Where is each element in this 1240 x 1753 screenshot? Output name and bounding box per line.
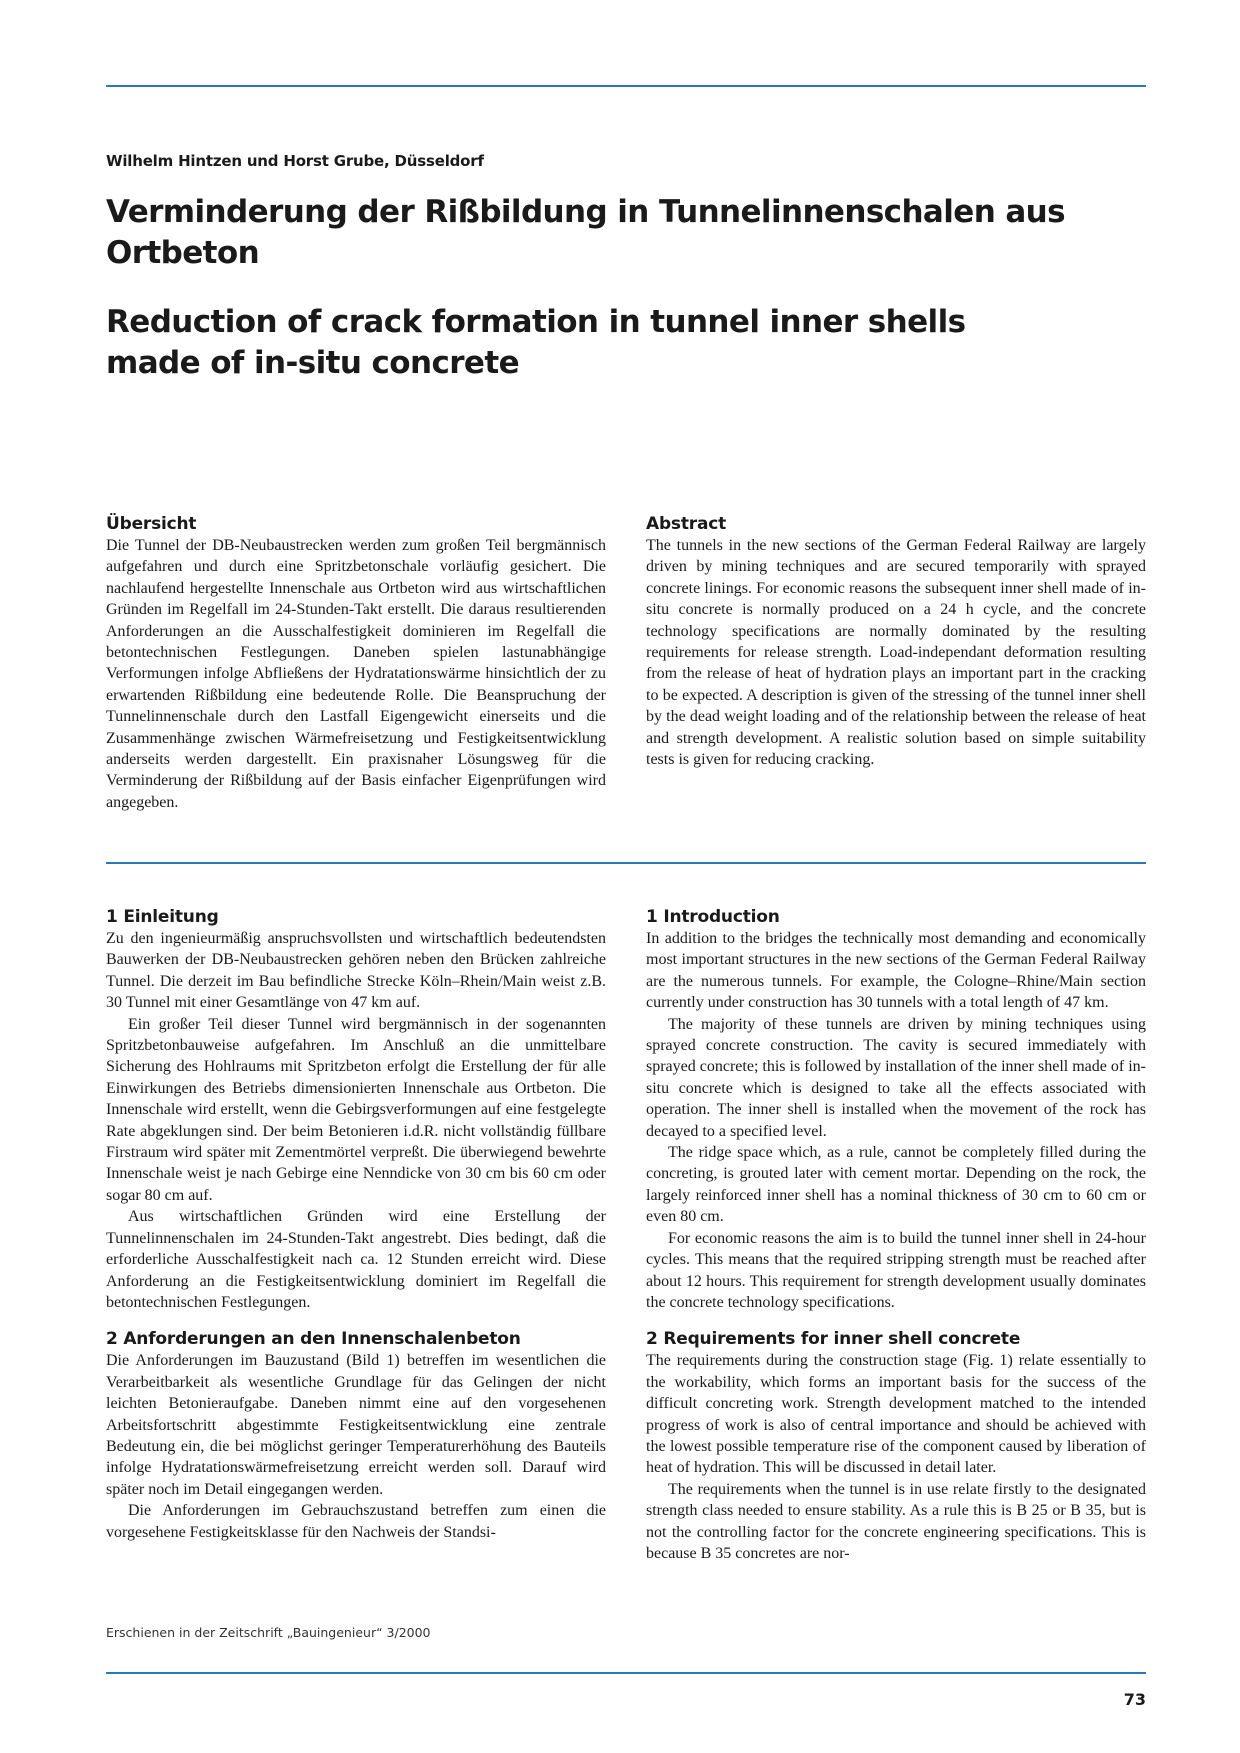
paragraph: The ridge space which, as a rule, cannot be completely filled during the concreting, is grouted later with cement mortar. Depending on the rock, the largely reinforced inner shell has a nominal thickness of 30 cm to 60 cm or even 80 cm.: [646, 1144, 1146, 1226]
abstract-english: [646, 514, 1146, 770]
paragraph: The requirements when the tunnel is in use relate firstly to the designated strength class needed to ensure stability. As a rule this is B 25 or B 35, but is not the controlling factor for the concrete engineering specifications. This is because B 35 concretes are nor-: [646, 1480, 1146, 1562]
paragraph: Die Anforderungen im Bauzustand (Bild 1) betreffen im wesentlichen die Verarbeitbarkeit als wesentliche Grundlage für das Gelingen der nicht leichten Betonieraufgabe. Daneben nimmt eine auf den vorgesehenen Arbeitsfortschritt abgestimmte Festigkeitsentwicklung eine zentrale Bedeutung ein, die bei möglichst geringer Temperaturerhöhung des Bauteils infolge Hydratationswärmefreisetzung erreicht werden soll. Darauf wird später noch im Detail eingegangen werden.: [106, 1352, 606, 1498]
abstract-english-text: The tunnels in the new sections of the German Federal Railway are largely driven by mining techniques and are secured temporarily with sprayed concrete linings. For economic reasons the subsequent inner shell made of in-situ concrete is normally produced on a 24 h cycle, and the concrete technology specifications are normally dominated by the resulting requirements for release strength. Load-independant deformation resulting from the release of heat of hydration plays an important part in the cracking to be expected. A description is given of the stressing of the tunnel inner shell by the dead weight loading and of the relationship between the release of heat and strength development. A realistic solution based on simple suitability tests is given for reducing cracking.: [646, 537, 1146, 769]
abstract-english-heading: Abstract: [646, 514, 727, 534]
title-german: Verminderung der Rißbildung in Tunnelinnenschalen aus Ortbeton: [106, 194, 1065, 271]
section-heading: 2 Anforderungen an den Innenschalenbeton: [106, 1329, 521, 1350]
title-english: Reduction of crack formation in tunnel inner shells made of in-situ concrete: [106, 304, 966, 381]
paragraph: Die Anforderungen im Gebrauchszustand betreffen zum einen die vorgesehene Festigkeitsklasse für den Nachweis der Standsi-: [106, 1502, 606, 1541]
middle-divider: [106, 862, 1146, 864]
abstract-german: [106, 514, 606, 813]
paragraph: The majority of these tunnels are driven by mining techniques using sprayed concrete construction. The cavity is secured immediately with sprayed concrete; this is followed by installation of the inner shell made of in-situ concrete which is designed to take all the effects associated with operation. The inner shell is installed when the movement of the rock has decayed to a specified level.: [646, 1015, 1146, 1140]
section-heading: 1 Einleitung: [106, 907, 219, 927]
paragraph: Aus wirtschaftlichen Gründen wird eine Erstellung der Tunnelinnenschalen im 24-Stunden-Takt angestrebt. Dies bedingt, daß die erforderliche Ausschalfestigkeit nach ca. 12 Stunden erreicht wird. Diese Anforderung an die Festigkeitsentwicklung dominiert im Regelfall die betontechnischen Festlegungen.: [106, 1208, 606, 1311]
paragraph: Ein großer Teil dieser Tunnel wird bergmännisch in der sogenannten Spritzbetonbauweise aufgefahren. Im Anschluß an die unmittelbare Sicherung des Hohlraums mit Spritzbeton erfolgt die Erstellung der für alle Einwirkungen des Betriebs dimensionierten Innenschale aus Ortbeton. Die Innenschale wird erstellt, wenn die Gebirgsverformungen auf eine festgelegte Rate abgeklungen sind. Der beim Betonieren i.d.R. nicht vollständig füllbare Firstraum wird später mit Zementmörtel verpreßt. Die überwiegend bewehrte Innenschale weist je nach Gebirge eine Nenndicke von 30 cm bis 60 cm oder sogar 80 cm auf.: [106, 1015, 606, 1204]
top-divider: [106, 85, 1146, 87]
bottom-divider: [106, 1672, 1146, 1674]
section-heading: 2 Requirements for inner shell concrete: [646, 1329, 1021, 1350]
paragraph: The requirements during the construction stage (Fig. 1) relate essentially to the workability, which forms an important basis for the success of the difficult concreting work. Strength development matched to the intended progress of work is also of central importance and should be achieved with the lowest possible temperature rise of the component caused by liberation of heat of hydration. This will be discussed in detail later.: [646, 1352, 1146, 1477]
abstract-german-heading: Übersicht: [106, 514, 197, 534]
paragraph: Zu den ingenieurmäßig anspruchsvollsten und wirtschaftlich bedeutendsten Bauwerken der DB-Neubaustrecken gehören neben den Brücken zahlreiche Tunnel. Die derzeit im Bau befindliche Strecke Köln–Rhein/Main weist z.B. 30 Tunnel mit einer Gesamtlänge von 47 km auf.: [106, 930, 606, 1012]
body-german: [106, 907, 606, 1543]
publication-note: Erschienen in der Zeitschrift „Bauingenieur“ 3/2000: [106, 1625, 431, 1640]
authors-line: Wilhelm Hintzen und Horst Grube, Düsseldorf: [106, 152, 484, 170]
abstract-german-text: Die Tunnel der DB-Neubaustrecken werden zum großen Teil bergmännisch aufgefahren und durch eine Spritzbetonschale vorläufig gesichert. Die nachlaufend hergestellte Innenschale aus Ortbeton wird aus wirtschaftlichen Gründen im Regelfall im 24-Stunden-Takt erstellt. Die daraus resultierenden Anforderungen an die Ausschalfestigkeit dominieren im Regelfall die betontechnischen Festlegungen. Daneben spielen lastunabhängige Verformungen infolge Abfließens der Hydratationswärme hinsichtlich der zu erwartenden Rißbildung eine bedeutende Rolle. Die Beanspruchung der Tunnelinnenschale durch den Lastfall Eigengewicht einerseits und die Zusammenhänge zwischen Wärmefreisetzung und Festigkeitsentwicklung anderseits werden dargestellt. Ein praxisnaher Lösungsweg für die Verminderung der Rißbildung auf der Basis einfacher Eigenprüfungen wird angegeben.: [106, 537, 606, 811]
page-number: 73: [1123, 1690, 1146, 1709]
body-english: [646, 907, 1146, 1564]
paragraph: For economic reasons the aim is to build the tunnel inner shell in 24-hour cycles. This means that the required stripping strength must be reached after about 12 hours. This requirement for strength development usually dominates the concrete technology specifications.: [646, 1229, 1146, 1311]
section-heading: 1 Introduction: [646, 907, 780, 927]
paragraph: In addition to the bridges the technically most demanding and economically most important structures in the new sections of the German Federal Railway are the numerous tunnels. For example, the Cologne–Rhine/Main section currently under construction has 30 tunnels with a total length of 47 km.: [646, 930, 1146, 1012]
